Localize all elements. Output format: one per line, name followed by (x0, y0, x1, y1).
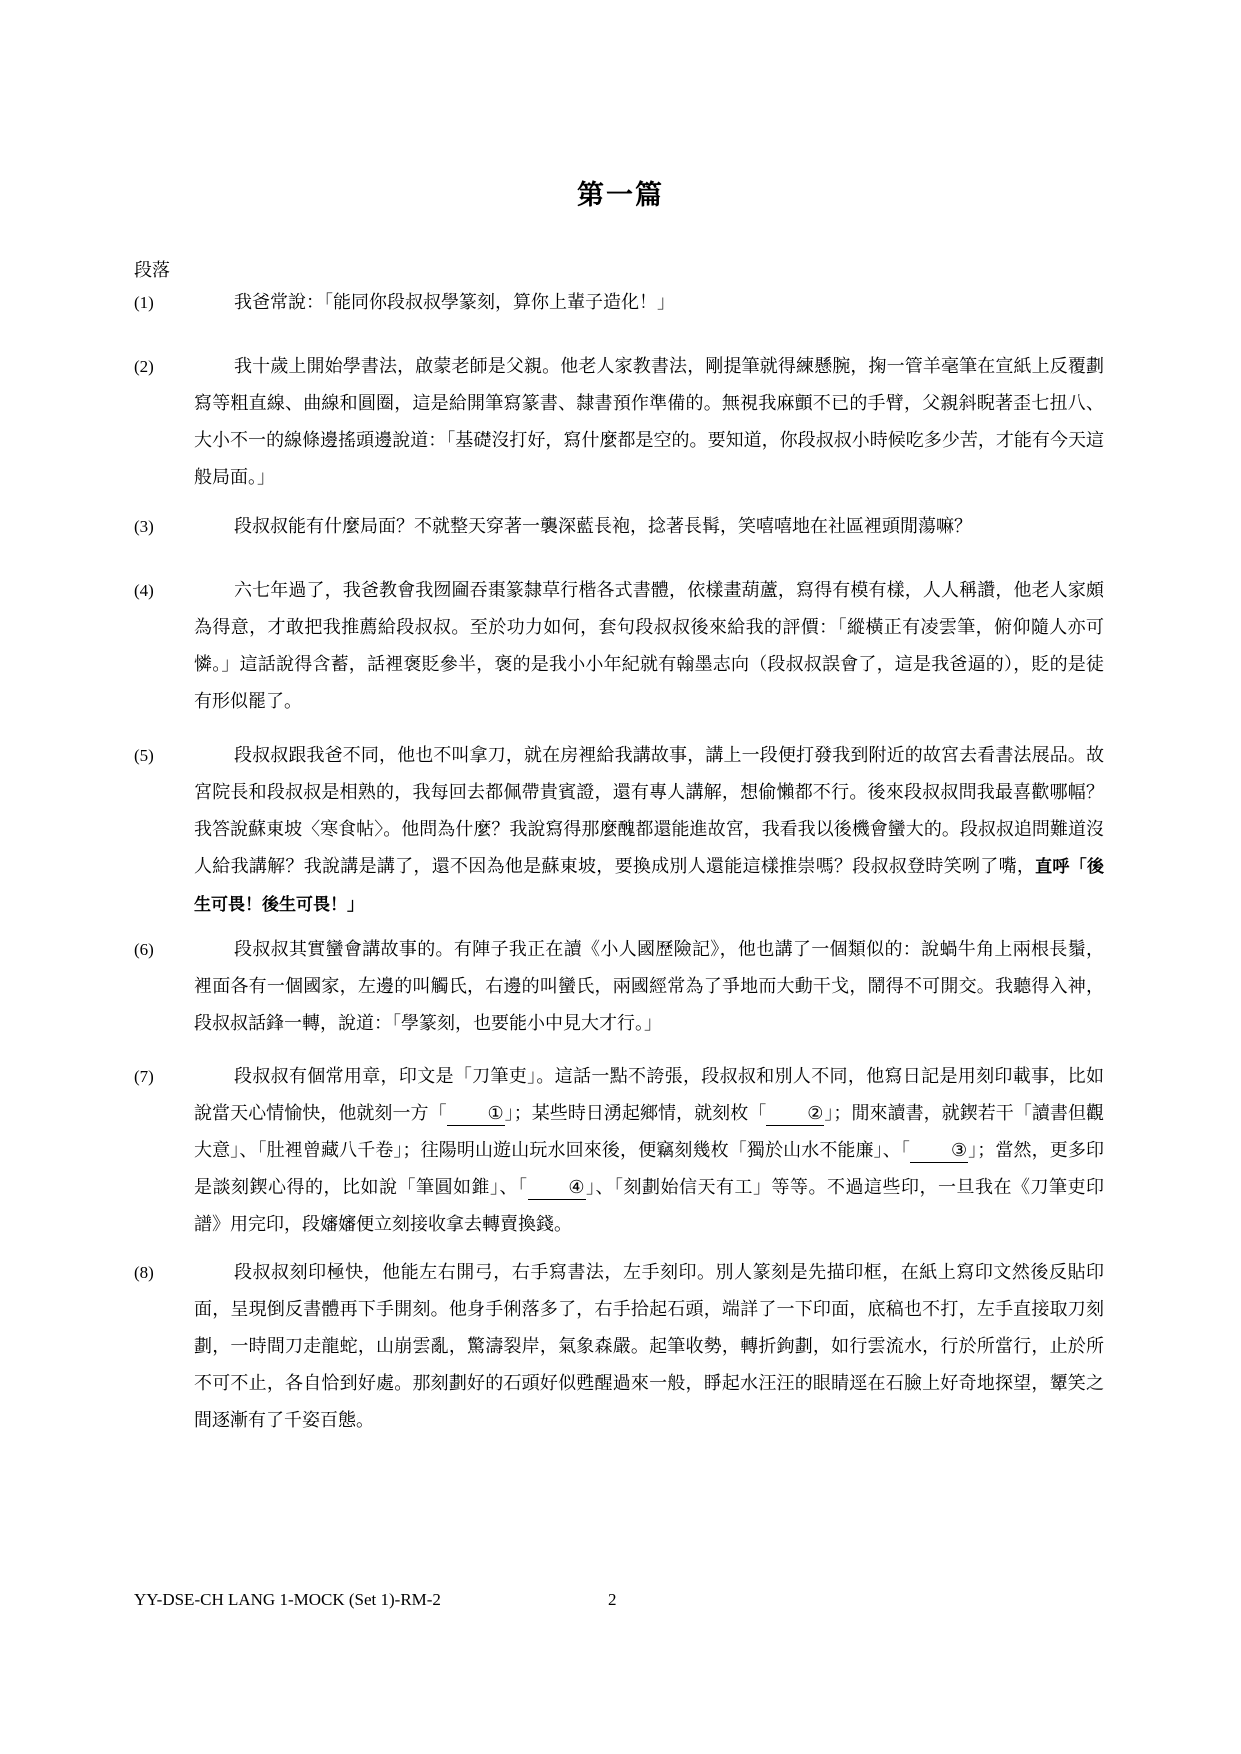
paragraph-3 (134, 508, 1104, 545)
page-title: 第一篇 (577, 180, 664, 211)
paragraph-text: 段叔叔刻印極快，他能左右開弓，右手寫書法，左手刻印。別人篆刻是先描印框，在紙上寫印文然後反貼印面，呈現倒反書體再下手開刻。他身手俐落多了，右手拾起石頭，端詳了一下印面，底稿也不打，左手直接取刀刻劃，一時間刀走龍蛇，山崩雲亂，驚濤裂岸，氣象森嚴。起筆收勢，轉折鉤劃，如行雲流水，行於所當行，止於所不可不止，各自恰到好處。那刻劃好的石頭好似甦醒過來一般，睜起水汪汪的眼睛逕在石臉上好奇地探望，顰笑之間逐漸有了千姿百態。 (194, 1262, 1104, 1431)
section-label: 段落 (134, 260, 170, 281)
paragraph-text: 段叔叔能有什麼局面？不就整天穿著一襲深藍長袍，捻著長髯，笑嘻嘻地在社區裡頭閒蕩嘛？ (234, 516, 972, 537)
paragraph-text: 段叔叔其實蠻會講故事的。有陣子我正在讀《小人國歷險記》，他也講了一個類似的：說蝸牛角上兩根長鬚，裡面各有一個國家，左邊的叫觸氏，右邊的叫蠻氏，兩國經常為了爭地而大動干戈，鬧得不可開交。我聽得入神，段叔叔話鋒一轉，說道：「學篆刻，也要能小中見大才行。」 (194, 939, 1104, 1034)
paragraph-1 (134, 284, 1104, 321)
paragraph-7 (134, 1058, 1104, 1243)
paragraph-number: (1) (134, 293, 154, 312)
paragraph-4 (134, 572, 1104, 720)
paragraph-text-part: 」；閒來讀書，就鍥若干「讀書但觀大意」、「肚裡曾藏八千卷」；往陽明山遊山玩水回來後，便竊刻幾枚「獨於山水不能廉」、「 (194, 1103, 1105, 1161)
blank-1: ① (447, 1103, 505, 1126)
paragraph-text (194, 737, 1104, 924)
paragraph-text-part: 」、「刻劃始信天有工」等等。不過這些印，一旦我在《刀筆吏印譜》用完印，段嬸嬸便立刻接收拿去轉賣換錢。 (194, 1177, 1104, 1235)
paragraph-number: (6) (134, 940, 154, 959)
emphasized-quote: 直呼「後生可畏！後生可畏！」 (194, 857, 1104, 915)
paragraph-text-part: 段叔叔有個常用章，印文是「刀筆吏」。這話一點不誇張，段叔叔和別人不同，他寫日記是用刻印載事，比如說當天心情愉快，他就刻一方「 (194, 1066, 1104, 1124)
paragraph-text-main: 段叔叔跟我爸不同，他也不叫拿刀，就在房裡給我講故事，講上一段便打發我到附近的故宮去看書法展品。故宮院長和段叔叔是相熟的，我每回去都佩帶貴賓證，還有專人講解，想偷懶都不行。後來段叔叔問我最喜歡哪幅？我答說蘇東坡〈寒食帖〉。他問為什麼？我說寫得那麼醜都還能進故宮，我看我以後機會蠻大的。段叔叔追問難道沒人給我講解？我說講是講了，還不因為他是蘇東坡，要換成別人還能這樣推崇嗎？段叔叔登時笑咧了嘴， (194, 745, 1104, 877)
paragraph-2 (134, 348, 1104, 496)
paragraph-6 (134, 931, 1104, 1042)
blank-3: ③ (910, 1140, 968, 1163)
paragraph-text-part: 」；當然，更多印是談刻鍥心得的，比如說「筆圓如錐」、「 (194, 1140, 1105, 1198)
paragraph-number: (7) (134, 1067, 154, 1086)
paragraph-number: (4) (134, 581, 154, 600)
paragraph-number: (8) (134, 1263, 154, 1282)
paragraph-5 (134, 737, 1104, 924)
paragraph-number: (3) (134, 517, 154, 536)
paragraph-text: 六七年過了，我爸教會我囫圇吞棗篆隸草行楷各式書體，依樣畫葫蘆，寫得有模有樣，人人稱讚，他老人家頗為得意，才敢把我推薦給段叔叔。至於功力如何，套句段叔叔後來給我的評價：「縱橫正有凌雲筆，俯仰隨人亦可憐。」這話說得含蓄，話裡褒貶參半，褒的是我小小年紀就有翰墨志向（段叔叔誤會了，這是我爸逼的），貶的是徒有形似罷了。 (194, 580, 1104, 712)
blank-2: ② (766, 1103, 824, 1126)
paragraph-text: 我十歲上開始學書法，啟蒙老師是父親。他老人家教書法，剛提筆就得練懸腕，掬一管羊毫筆在宣紙上反覆劃寫等粗直線、曲線和圓圈，這是給開筆寫篆書、隸書預作準備的。無視我麻顫不已的手臂，父親斜睨著歪七扭八、大小不一的線條邊搖頭邊說道：「基礎沒打好，寫什麼都是空的。要知道，你段叔叔小時候吃多少苦，才能有今天這般局面。」 (194, 356, 1104, 488)
paragraph-number: (2) (134, 357, 154, 376)
blank-4: ④ (528, 1177, 586, 1200)
paragraph-text: 我爸常說：「能同你段叔叔學篆刻，算你上輩子造化！」 (234, 292, 675, 313)
page-number: 2 (608, 1590, 617, 1609)
footer-code: YY-DSE-CH LANG 1-MOCK (Set 1)-RM-2 (134, 1590, 441, 1609)
paragraph-text-part: 」；某些時日湧起鄉情，就刻枚「 (504, 1103, 767, 1124)
paragraph-number: (5) (134, 746, 154, 765)
paragraph-8 (134, 1254, 1104, 1439)
paragraph-text (194, 1058, 1104, 1243)
